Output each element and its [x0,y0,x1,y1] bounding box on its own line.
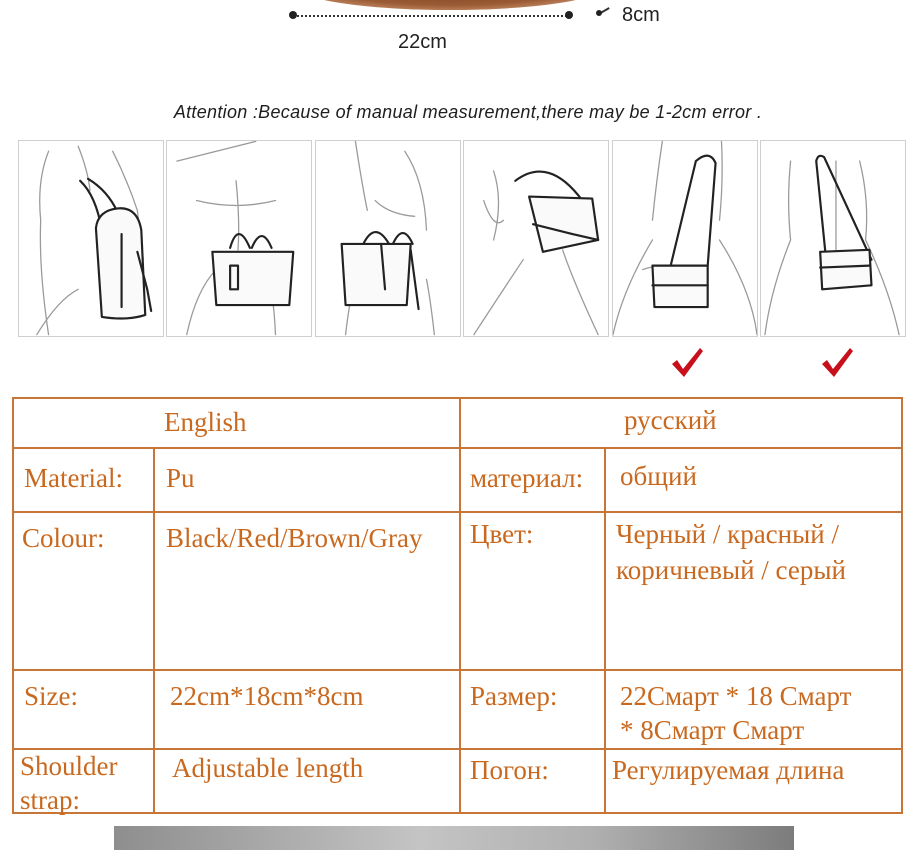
tote-elbow-carry-illustration [315,140,461,337]
material-label-ru: материал: [470,463,584,493]
material-value-ru: общий [620,461,697,491]
crossbody-bag-illustration [612,140,758,337]
table-divider [604,447,606,812]
strap-value-ru: Регулируемая длина [612,755,845,785]
checkmark-icon [669,344,705,380]
size-value-ru-line1: 22Смарт * 18 Смарт [620,681,852,711]
size-label-en: Size: [24,681,78,711]
material-value-en: Pu [166,463,195,493]
width-label: 22cm [398,31,447,53]
width-dimension-line [294,15,570,17]
shoulder-bag-illustration [463,140,609,337]
backpack-on-back-illustration [18,140,164,337]
width-right-marker [565,11,573,19]
material-label-en: Material: [24,463,123,493]
spec-table [12,397,903,814]
table-divider [14,511,901,513]
table-divider [459,399,461,812]
strap-value-en: Adjustable length [172,753,364,783]
colour-value-ru-line2: коричневый / серый [616,555,846,585]
strap-label-en-line2: strap: [20,785,80,815]
checkmark-icon [819,344,855,380]
attention-note: Attention :Because of manual measurement,there may be 1-2cm error . [173,102,763,122]
strap-label-ru: Погон: [470,755,549,785]
table-divider [14,669,901,671]
size-value-ru-line2: * 8Смарт Смарт [620,715,805,745]
colour-value-en: Black/Red/Brown/Gray [166,523,423,553]
dimension-diagram [0,0,920,70]
table-divider [14,748,901,750]
colour-label-en: Colour: [22,523,105,553]
colour-label-ru: Цвет: [470,519,534,549]
header-english: English [164,407,247,437]
bag-bottom-photo [300,0,600,10]
colour-value-ru-line1: Черный / красный / [616,519,839,549]
crossbody-side-illustration [760,140,906,337]
next-section-image-edge [114,826,794,850]
table-divider [14,447,901,449]
width-left-marker [289,11,297,19]
depth-label: 8cm [622,4,660,26]
table-divider [153,447,155,812]
depth-marker [596,10,602,16]
tote-hand-carry-illustration [166,140,312,337]
header-russian: русский [624,405,717,435]
size-label-ru: Размер: [470,681,558,711]
size-value-en: 22cm*18cm*8cm [170,681,364,711]
strap-label-en-line1: Shoulder [20,751,118,781]
